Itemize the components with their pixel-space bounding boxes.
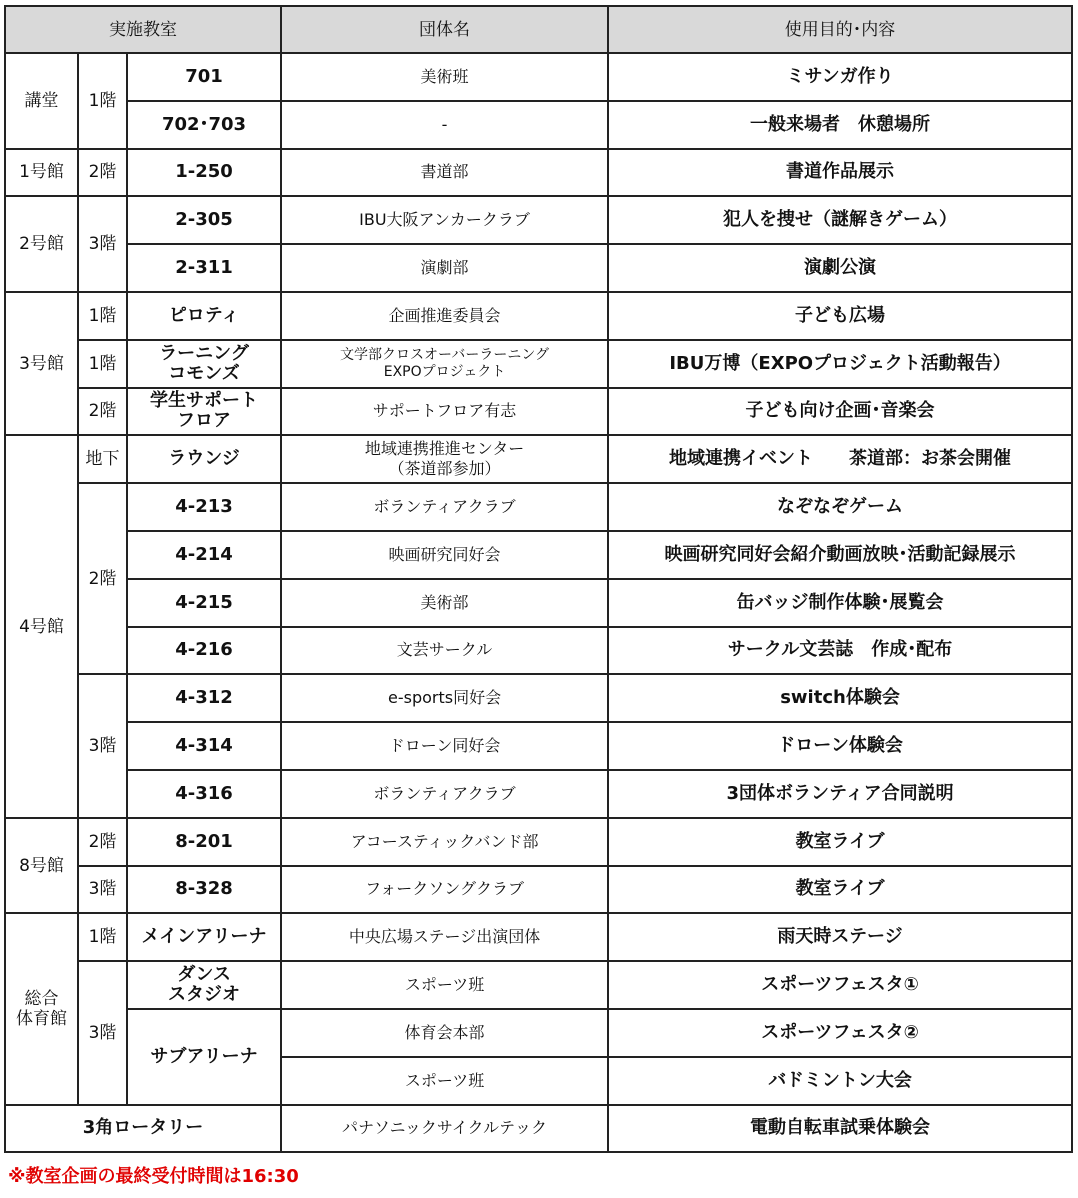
room-cell: 4-216 — [127, 627, 281, 675]
purpose-cell: 3団体ボランティア合同説明 — [608, 770, 1072, 818]
header-org: 団体名 — [281, 6, 608, 53]
floor-cell: 1階 — [78, 53, 127, 149]
room-cell: サブアリーナ — [127, 1009, 281, 1105]
room-cell: 4-215 — [127, 579, 281, 627]
org-cell: 文芸サークル — [281, 627, 608, 675]
floor-cell: 1階 — [78, 913, 127, 961]
building-cell: 総合 体育館 — [5, 913, 78, 1104]
purpose-cell: 映画研究同好会紹介動画放映･活動記録展示 — [608, 531, 1072, 579]
table-row — [5, 770, 1072, 818]
table-row — [5, 531, 1072, 579]
table-row — [5, 913, 1072, 961]
table-row — [5, 1105, 1072, 1153]
header-purpose: 使用目的･内容 — [608, 6, 1072, 53]
org-cell: 美術部 — [281, 579, 608, 627]
purpose-cell: 演劇公演 — [608, 244, 1072, 292]
purpose-cell: 子ども広場 — [608, 292, 1072, 340]
table-row — [5, 674, 1072, 722]
room-cell: 4-214 — [127, 531, 281, 579]
floor-cell: 1階 — [78, 340, 127, 388]
building-cell: 8号館 — [5, 818, 78, 914]
header-row — [5, 6, 1072, 53]
table-row — [5, 53, 1072, 101]
floor-cell: 1階 — [78, 292, 127, 340]
room-cell: ピロティ — [127, 292, 281, 340]
table-row — [5, 722, 1072, 770]
room-cell: メインアリーナ — [127, 913, 281, 961]
org-cell: 演劇部 — [281, 244, 608, 292]
org-cell: 文学部クロスオーバーラーニング EXPOプロジェクト — [281, 340, 608, 388]
table-row — [5, 866, 1072, 914]
building-cell: 4号館 — [5, 435, 78, 817]
purpose-cell: 教室ライブ — [608, 818, 1072, 866]
table-row — [5, 196, 1072, 244]
table-row — [5, 149, 1072, 197]
purpose-cell: ドローン体験会 — [608, 722, 1072, 770]
location-cell: 3角ロータリー — [5, 1105, 281, 1153]
purpose-cell: バドミントン大会 — [608, 1057, 1072, 1105]
org-cell: スポーツ班 — [281, 961, 608, 1009]
building-cell: 1号館 — [5, 149, 78, 197]
table-row — [5, 961, 1072, 1009]
floor-cell: 3階 — [78, 674, 127, 817]
room-cell: 4-312 — [127, 674, 281, 722]
org-cell: フォークソングクラブ — [281, 866, 608, 914]
table-row — [5, 292, 1072, 340]
org-cell: アコースティックバンド部 — [281, 818, 608, 866]
floor-cell: 2階 — [78, 818, 127, 866]
org-cell: ボランティアクラブ — [281, 770, 608, 818]
purpose-cell: 犯人を捜せ（謎解きゲーム） — [608, 196, 1072, 244]
table-row — [5, 388, 1072, 436]
room-cell: 8-328 — [127, 866, 281, 914]
purpose-cell: サークル文芸誌 作成･配布 — [608, 627, 1072, 675]
deadline-note: ※教室企画の最終受付時間は16:30 — [8, 1166, 299, 1187]
purpose-cell: 子ども向け企画･音楽会 — [608, 388, 1072, 436]
org-cell: 映画研究同好会 — [281, 531, 608, 579]
room-cell: 4-314 — [127, 722, 281, 770]
purpose-cell: 書道作品展示 — [608, 149, 1072, 197]
event-schedule-table — [4, 5, 1073, 1153]
floor-cell: 2階 — [78, 483, 127, 674]
floor-cell: 3階 — [78, 196, 127, 292]
table-row — [5, 1009, 1072, 1057]
purpose-cell: 電動自転車試乗体験会 — [608, 1105, 1072, 1153]
table-row — [5, 244, 1072, 292]
table-row — [5, 579, 1072, 627]
org-cell: パナソニックサイクルテック — [281, 1105, 608, 1153]
room-cell: 8-201 — [127, 818, 281, 866]
floor-cell: 3階 — [78, 866, 127, 914]
purpose-cell: なぞなぞゲーム — [608, 483, 1072, 531]
room-cell: ラウンジ — [127, 435, 281, 483]
floor-cell: 2階 — [78, 149, 127, 197]
floor-cell: 3階 — [78, 961, 127, 1104]
purpose-cell: 雨天時ステージ — [608, 913, 1072, 961]
purpose-cell: スポーツフェスタ① — [608, 961, 1072, 1009]
purpose-cell: switch体験会 — [608, 674, 1072, 722]
table-row — [5, 435, 1072, 483]
purpose-cell: ミサンガ作り — [608, 53, 1072, 101]
purpose-cell: スポーツフェスタ② — [608, 1009, 1072, 1057]
floor-cell: 地下 — [78, 435, 127, 483]
building-cell: 3号館 — [5, 292, 78, 435]
org-cell: 体育会本部 — [281, 1009, 608, 1057]
room-cell: 4-316 — [127, 770, 281, 818]
room-cell: 2-311 — [127, 244, 281, 292]
purpose-cell: 教室ライブ — [608, 866, 1072, 914]
org-cell: サポートフロア有志 — [281, 388, 608, 436]
org-cell: ボランティアクラブ — [281, 483, 608, 531]
org-cell: ドローン同好会 — [281, 722, 608, 770]
room-cell: 2-305 — [127, 196, 281, 244]
building-cell: 2号館 — [5, 196, 78, 292]
org-cell: 書道部 — [281, 149, 608, 197]
org-cell: - — [281, 101, 608, 149]
org-cell: IBU大阪アンカークラブ — [281, 196, 608, 244]
purpose-cell: IBU万博（EXPOプロジェクト活動報告） — [608, 340, 1072, 388]
table-row — [5, 627, 1072, 675]
org-cell: スポーツ班 — [281, 1057, 608, 1105]
room-cell: ダンス スタジオ — [127, 961, 281, 1009]
table-row — [5, 101, 1072, 149]
purpose-cell: 缶バッジ制作体験･展覧会 — [608, 579, 1072, 627]
purpose-cell: 一般来場者 休憩場所 — [608, 101, 1072, 149]
table-row — [5, 483, 1072, 531]
room-cell: 702･703 — [127, 101, 281, 149]
room-cell: 4-213 — [127, 483, 281, 531]
room-cell: 701 — [127, 53, 281, 101]
org-cell: e-sports同好会 — [281, 674, 608, 722]
org-cell: 美術班 — [281, 53, 608, 101]
purpose-cell: 地域連携イベント 茶道部：お茶会開催 — [608, 435, 1072, 483]
floor-cell: 2階 — [78, 388, 127, 436]
room-cell: 学生サポート フロア — [127, 388, 281, 436]
room-cell: 1-250 — [127, 149, 281, 197]
room-cell: ラーニング コモンズ — [127, 340, 281, 388]
table-row — [5, 818, 1072, 866]
table-row — [5, 340, 1072, 388]
org-cell: 企画推進委員会 — [281, 292, 608, 340]
building-cell: 講堂 — [5, 53, 78, 149]
header-venue: 実施教室 — [5, 6, 281, 53]
org-cell: 中央広場ステージ出演団体 — [281, 913, 608, 961]
org-cell: 地域連携推進センター （茶道部参加） — [281, 435, 608, 483]
